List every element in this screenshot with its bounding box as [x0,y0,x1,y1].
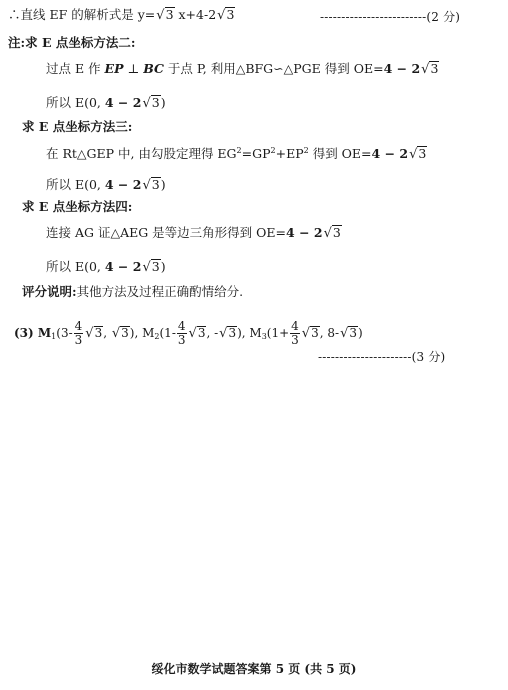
fraction-four-thirds: $\frac{4}{3}$ [74,319,83,347]
radical-sign-icon: √ [85,326,94,341]
method-two-result: 所以 E(0, 4 − 2√3) [46,95,166,111]
method-three-result: 所以 E(0, 4 − 2√3) [46,177,166,193]
radical-sign-icon: √ [217,8,226,23]
radical-sign-icon: √ [421,62,430,77]
radical-sign-icon: √ [323,226,332,241]
part-three-answer: (3) $M_1(3-$ $\frac{4}{3}$ √3, √3), $M_2(1-$ $\frac{4}{3}$ √3, -√3), $M_3(1+$ $\frac{4}{3}$ √3, 8-√3) [14,319,363,347]
method-three-heading: 求 E 点坐标方法三: [22,119,133,134]
sqrt-value: √3 [421,61,439,77]
scoring-note [22,283,243,301]
radical-sign-icon: √ [409,147,418,162]
radical-sign-icon: √ [301,326,311,341]
sqrt-value: √3 [142,177,160,193]
sqrt-value: √3 [84,318,103,349]
sqrt-value: √3 [339,318,358,349]
sqrt-value: √3 [111,318,130,349]
sqrt-value: √3 [301,318,320,349]
radical-sign-icon: √ [142,260,151,275]
radical-sign-icon: √ [340,326,349,341]
page-footer: 绥化市数学试题答案第 5 页 (共 5 页) [151,662,357,676]
radical-sign-icon: √ [219,326,228,341]
method-four-text: 连接 AG 证△AEG 是等边三角形得到 OE=4 − 2√3 [46,225,341,241]
sqrt-value: √3 [142,259,160,275]
radical-sign-icon: √ [156,8,165,23]
method-four-heading: 求 E 点坐标方法四: [22,199,133,214]
ef-equation-mid: x+4-2 [174,7,217,22]
sqrt-constant: √3 [217,7,235,23]
method-two-text: 过点 E 作 EP ⊥ BC 于点 P, 利用△BFG∽△PGE 得到 OE=4 − 2√3 [46,61,439,77]
segment-bc: BC [143,61,164,76]
fraction-four-thirds: $\frac{4}{3}$ [177,319,186,347]
method-three-text: 在 Rt△GEP 中, 由勾股定理得 $EG^2=GP^2+EP^2$ 得到 OE=4 − 2√3 [46,146,427,162]
sqrt-value: √3 [142,95,160,111]
radical-sign-icon: √ [142,178,151,193]
ef-equation-text: 直线 EF 的解析式是 y= [20,7,156,22]
sqrt-value: √3 [409,146,427,162]
line-ef-equation [8,6,235,25]
scoring-text: 其他方法及过程正确酌情给分. [76,284,244,299]
radical-sign-icon: √ [188,326,197,341]
scoring-label: 评分说明: [22,284,77,299]
method-four-result: 所以 E(0, 4 − 2√3) [46,259,166,275]
segment-ep: EP [104,61,124,76]
therefore-symbol: ∴ [8,7,21,22]
radical-sign-icon: √ [142,96,151,111]
score-leader-2: -------------------------(2 分) [320,10,461,24]
sqrt-value: √3 [188,318,207,349]
sqrt-value: √3 [323,225,341,241]
fraction-four-thirds: $\frac{4}{3}$ [291,319,299,347]
method-two-heading: 注:求 E 点坐标方法二: [8,35,136,50]
radical-sign-icon: √ [111,326,121,341]
score-leader-3: ----------------------(3 分) [318,350,446,364]
sqrt-coefficient: √3 [156,7,174,23]
sqrt-value: √3 [218,318,237,349]
